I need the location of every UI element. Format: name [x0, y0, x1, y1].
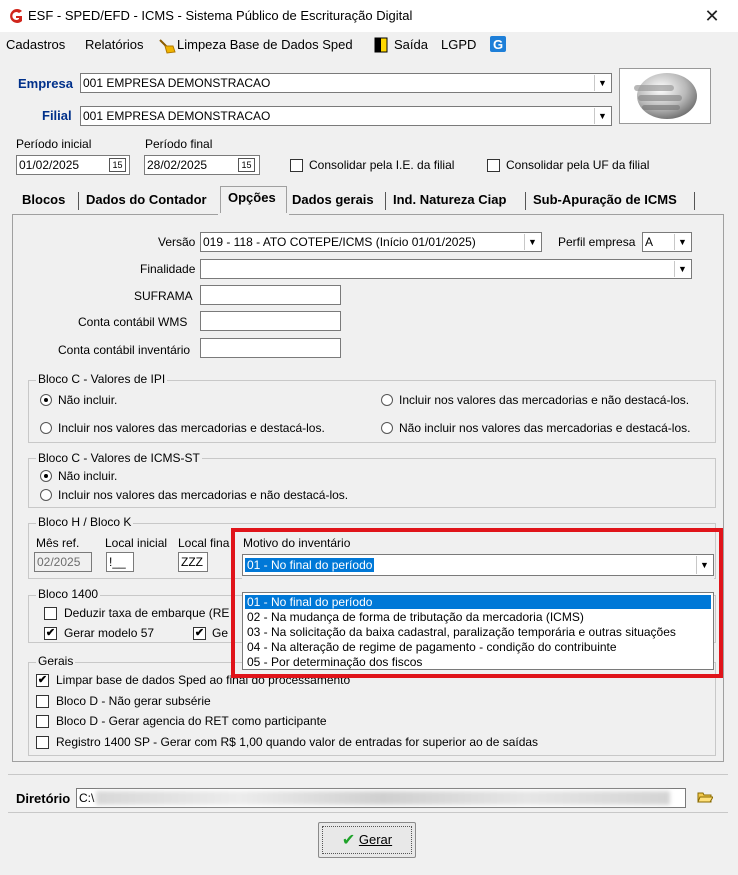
tab-dados-contador[interactable]: Dados do Contador [86, 192, 207, 207]
chevron-down-icon: ▼ [524, 234, 540, 250]
filial-value: 001 EMPRESA DEMONSTRACAO [83, 109, 271, 123]
conta-inventario-label: Conta contábil inventário [58, 343, 191, 357]
consolidar-ie-checkbox[interactable] [290, 159, 303, 172]
versao-select[interactable] [200, 232, 542, 252]
motivo-value: 01 - No final do período [247, 558, 373, 572]
bloco-1400-title: Bloco 1400 [38, 587, 99, 601]
highlight-frame [231, 528, 723, 678]
ipi-incluir-nao-destacar-radio[interactable] [381, 394, 393, 406]
local-final-input[interactable] [178, 552, 208, 572]
suframa-input[interactable] [200, 285, 341, 305]
versao-label: Versão [158, 235, 196, 249]
gerar-agencia-ret-label: Bloco D - Gerar agencia do RET como participante [56, 714, 327, 728]
registro-1400-sp-label: Registro 1400 SP - Gerar com R$ 1,00 quando valor de entradas for superior ao de saídas [56, 735, 539, 749]
svg-text:G: G [492, 37, 504, 52]
periodo-inicial-label: Período inicial [16, 137, 92, 151]
ipi-nao-incluir-radio[interactable] [40, 394, 52, 406]
chevron-down-icon: ▼ [674, 261, 690, 277]
motivo-option[interactable]: 03 - Na solicitação da baixa cadastral, paralização temporária e outras situações [247, 625, 676, 639]
nao-gerar-subserie-label: Bloco D - Não gerar subsérie [56, 694, 211, 708]
ipi-incluir-destacar-radio[interactable] [40, 422, 52, 434]
ipi-incluir-destacar-label: Incluir nos valores das mercadorias e destacá-los. [58, 421, 325, 435]
menu-limpeza[interactable]: Limpeza Base de Dados Sped [177, 37, 353, 52]
local-inicial-input[interactable] [106, 552, 134, 572]
icmsst-nao-incluir-radio[interactable] [40, 470, 52, 482]
check-icon: ✔ [341, 832, 356, 849]
tab-ind-natureza-ciap[interactable]: Ind. Natureza Ciap [393, 192, 507, 207]
nao-gerar-subserie-checkbox[interactable] [36, 695, 49, 708]
local-inicial-label: Local inicial [105, 536, 168, 550]
menu-cadastros[interactable]: Cadastros [6, 37, 66, 52]
gerar-partial-checkbox[interactable]: ✔ [194, 627, 205, 639]
limpar-base-checkbox[interactable]: ✔ [37, 674, 48, 686]
menu-relatorios[interactable]: Relatórios [85, 37, 144, 52]
bloco-c-ipi-title: Bloco C - Valores de IPI [38, 372, 166, 386]
periodo-final-label: Período final [145, 137, 213, 151]
gerar-modelo57-label: Gerar modelo 57 [64, 626, 155, 640]
empresa-label: Empresa [18, 76, 73, 91]
broom-icon [158, 38, 176, 54]
perfil-label: Perfil empresa [558, 235, 636, 249]
ipi-nao-incluir-label: Não incluir. [58, 393, 118, 407]
chevron-down-icon: ▼ [594, 108, 610, 124]
finalidade-label: Finalidade [140, 262, 196, 276]
consolidar-uf-label: Consolidar pela UF da filial [506, 158, 650, 172]
ipi-nao-incluir-destacar-label: Não incluir nos valores das mercadorias e destacá-los. [399, 421, 691, 435]
tab-separator [78, 192, 79, 210]
chevron-down-icon: ▼ [696, 556, 712, 574]
consolidar-uf-checkbox[interactable] [487, 159, 500, 172]
tab-blocos[interactable]: Blocos [22, 192, 66, 207]
chevron-down-icon: ▼ [674, 234, 690, 250]
bloco-c-icmsst-title: Bloco C - Valores de ICMS-ST [38, 451, 200, 465]
motivo-option[interactable]: 04 - Na alteração de regime de pagamento - condição do contribuinte [247, 640, 617, 654]
mes-ref-value: 02/2025 [37, 555, 81, 569]
versao-value: 019 - 118 - ATO COTEPE/ICMS (Início 01/01/2025) [203, 235, 476, 249]
tab-separator [385, 192, 386, 210]
menu-saida[interactable]: Saída [394, 37, 428, 52]
globe-logo-icon [620, 69, 710, 123]
empresa-select[interactable] [80, 73, 612, 93]
tab-separator [694, 192, 695, 210]
ipi-incluir-nao-destacar-label: Incluir nos valores das mercadorias e não destacá-los. [399, 393, 690, 407]
company-logo [619, 68, 711, 124]
window-title: ESF - SPED/EFD - ICMS - Sistema Público de Escrituração Digital [28, 8, 413, 23]
active-tab-gap [218, 213, 289, 216]
menu-lgpd[interactable]: LGPD [441, 37, 477, 52]
motivo-option[interactable]: 02 - Na mudança de forma de tributação da mercadoria (ICMS) [247, 610, 584, 624]
filial-select[interactable] [80, 106, 612, 126]
exit-door-icon [374, 37, 388, 53]
gerais-title: Gerais [38, 654, 74, 668]
gerar-button[interactable] [318, 822, 416, 858]
local-inicial-value: !__ [109, 555, 126, 569]
mes-ref-label: Mês ref. [36, 536, 80, 550]
icmsst-incluir-radio[interactable] [40, 489, 52, 501]
suframa-label: SUFRAMA [134, 289, 193, 303]
icmsst-incluir-label: Incluir nos valores das mercadorias e não destacá-los. [58, 488, 349, 502]
mes-ref-input[interactable] [34, 552, 92, 572]
conta-wms-label: Conta contábil WMS [78, 315, 188, 329]
app-logo-icon [8, 8, 24, 24]
motivo-option[interactable]: 01 - No final do período [245, 595, 711, 609]
gerar-agencia-ret-checkbox[interactable] [36, 715, 49, 728]
divider [8, 812, 728, 813]
periodo-inicial-value: 01/02/2025 [19, 158, 80, 172]
tab-opcoes[interactable]: Opções [228, 190, 276, 205]
divider [8, 774, 728, 775]
redacted-path [96, 791, 670, 805]
perfil-select[interactable] [642, 232, 692, 252]
motivo-label: Motivo do inventário [243, 536, 351, 550]
limpar-base-label: Limpar base de dados Sped ao final do processamento [56, 673, 351, 687]
conta-wms-input[interactable] [200, 311, 341, 331]
deduzir-taxa-checkbox[interactable] [44, 607, 57, 620]
gerar-label: Gerar [358, 832, 393, 847]
perfil-value: A [645, 235, 654, 249]
periodo-final-value: 28/02/2025 [147, 158, 208, 172]
consolidar-ie-label: Consolidar pela I.E. da filial [309, 158, 455, 172]
gerar-partial-label: Ge [212, 626, 229, 640]
tab-dados-gerais[interactable]: Dados gerais [292, 192, 374, 207]
calendar-icon[interactable]: 15 [109, 158, 126, 172]
tab-separator [525, 192, 526, 210]
local-final-value: ZZZ [181, 555, 203, 569]
deduzir-taxa-label: Deduzir taxa de embarque (RE [64, 606, 230, 620]
close-button[interactable]: ✕ [704, 6, 720, 26]
conta-inventario-input[interactable] [200, 338, 341, 358]
calendar-icon[interactable]: 15 [238, 158, 255, 172]
diretorio-label: Diretório [16, 791, 71, 806]
folder-open-icon[interactable] [697, 790, 713, 804]
registro-1400-sp-checkbox[interactable] [36, 736, 49, 749]
icmsst-nao-incluir-label: Não incluir. [58, 469, 118, 483]
focus-rect [322, 826, 412, 854]
tab-sub-apuracao[interactable]: Sub-Apuração de ICMS [533, 192, 677, 207]
finalidade-select[interactable] [200, 259, 692, 279]
gerar-modelo57-checkbox[interactable]: ✔ [45, 627, 56, 639]
empresa-value: 001 EMPRESA DEMONSTRACAO [83, 76, 271, 90]
filial-label: Filial [42, 108, 72, 123]
local-final-label: Local fina [178, 536, 230, 550]
bloco-hk-title: Bloco H / Bloco K [38, 515, 132, 529]
ipi-nao-incluir-destacar-radio[interactable] [381, 422, 393, 434]
motivo-option[interactable]: 05 - Por determinação dos fiscos [247, 655, 423, 669]
diretorio-value: C:\ [79, 791, 95, 805]
chevron-down-icon: ▼ [594, 75, 610, 91]
brand-g-icon[interactable] [490, 36, 506, 52]
